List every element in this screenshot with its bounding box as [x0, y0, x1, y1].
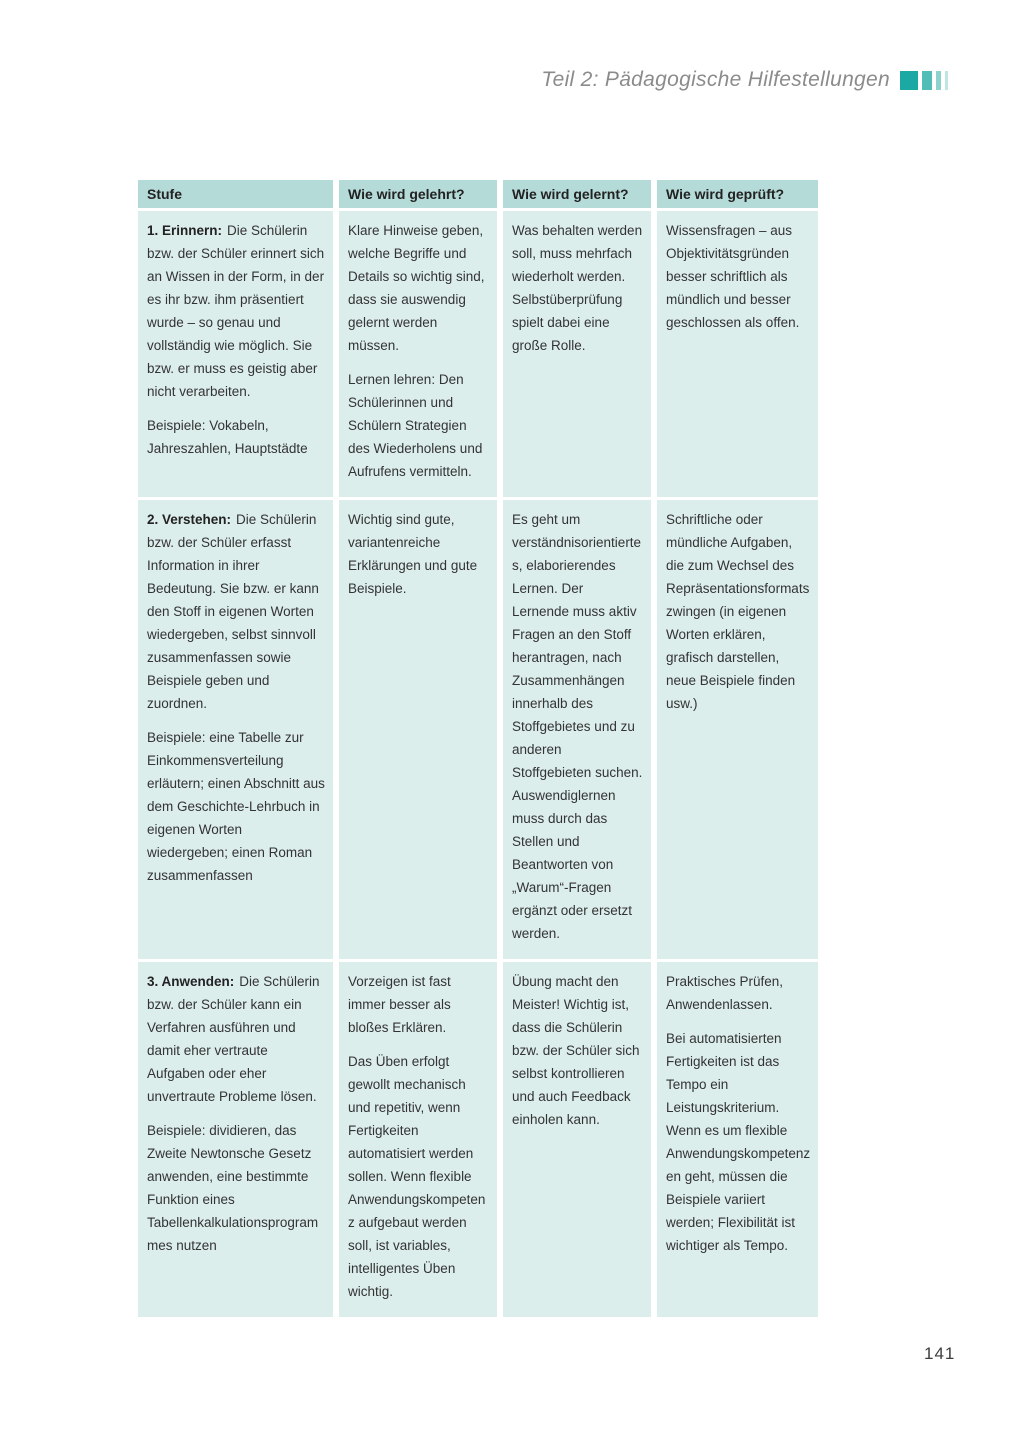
paragraph: Vorzeigen ist fast immer besser als bloßes Erklären. — [348, 974, 451, 1035]
running-head — [541, 68, 948, 92]
column-header-stufe: Stufe — [138, 180, 333, 208]
cell-verstehen-gelehrt — [339, 500, 497, 959]
marker-bar-2 — [922, 71, 932, 90]
cell-anwenden-gelernt — [503, 962, 651, 1317]
paragraph — [147, 508, 326, 715]
stage-description: Die Schülerin bzw. der Schüler kann ein Verfahren ausführen und damit eher vertraute Aufgaben oder eher unvertraute Probleme lösen. — [147, 974, 320, 1104]
page-number: 141 — [924, 1344, 956, 1363]
marker-bar-4 — [945, 71, 948, 90]
cell-anwenden-gelehrt — [339, 962, 497, 1317]
stage-description: Die Schülerin bzw. der Schüler erfasst Information in ihrer Bedeutung. Sie bzw. er kann den Stoff in eigenen Worten wiedergeben, selbst sinnvoll zusammenfassen sowie Beispiele geben und zuordnen. — [147, 512, 319, 711]
paragraph — [147, 219, 326, 403]
section-level-marker-icon — [900, 71, 948, 90]
paragraph: Was behalten werden soll, muss mehrfach wiederholt werden. Selbstüberprüfung spielt dabei eine große Rolle. — [512, 223, 643, 353]
paragraph: Es geht um verständnisorientiertes, elaborierendes Lernen. Der Lernende muss aktiv Fragen an den Stoff herantragen, nach Zusammenhängen innerhalb des Stoffgebietes und zu anderen Stoffgebieten suchen. Auswendiglernen muss durch das Stellen und Beantworten von „Warum“-Fragen ergänzt oder ersetzt werden. — [512, 512, 643, 941]
paragraph: Klare Hinweise geben, welche Begriffe und Details so wichtig sind, dass sie auswendig gelernt werden müssen. — [348, 223, 485, 353]
paragraph: Wissensfragen – aus Objektivitätsgründen besser schriftlich als mündlich und besser geschlossen als offen. — [666, 223, 800, 330]
cell-verstehen-geprueft — [657, 500, 818, 959]
cell-erinnern-geprueft — [657, 211, 818, 497]
stage-examples: Beispiele: Vokabeln, Jahreszahlen, Hauptstädte — [147, 418, 308, 456]
running-head-title: Teil 2: Pädagogische Hilfestellungen — [541, 68, 890, 91]
paragraph — [147, 970, 326, 1108]
cell-anwenden-stufe — [138, 962, 333, 1317]
cell-verstehen-gelernt — [503, 500, 651, 959]
learning-stages-table — [138, 180, 818, 1317]
marker-bar-1 — [900, 71, 918, 90]
cell-erinnern-stufe — [138, 211, 333, 497]
cell-erinnern-gelernt — [503, 211, 651, 497]
stage-label: 1. Erinnern: — [147, 223, 223, 238]
paragraph: Bei automatisierten Fertigkeiten ist das Tempo ein Leistungskriterium. Wenn es um flexible Anwendungskompetenzen geht, müssen die Beispiele variiert werden; Flexibilität ist wichtiger als Tempo. — [666, 1031, 811, 1253]
paragraph: Lernen lehren: Den Schülerinnen und Schülern Strategien des Wiederholens und Aufrufens vermitteln. — [348, 372, 483, 479]
cell-verstehen-stufe — [138, 500, 333, 959]
paragraph: Übung macht den Meister! Wichtig ist, dass die Schülerin bzw. der Schüler sich selbst kontrollieren und auch Feedback einholen kann. — [512, 974, 640, 1127]
stage-label: 2. Verstehen: — [147, 512, 232, 527]
column-header-gelernt: Wie wird gelernt? — [503, 180, 651, 208]
cell-anwenden-geprueft — [657, 962, 818, 1317]
stage-examples: Beispiele: dividieren, das Zweite Newtonsche Gesetz anwenden, eine bestimmte Funktion eines Tabellenkalkulationsprogrammes nutzen — [147, 1123, 319, 1253]
column-header-geprueft: Wie wird geprüft? — [657, 180, 818, 208]
stage-examples: Beispiele: eine Tabelle zur Einkommensverteilung erläutern; einen Abschnitt aus dem Geschichte-Lehrbuch in eigenen Worten wiedergeben; einen Roman zusammenfassen — [147, 730, 325, 883]
paragraph: Wichtig sind gute, variantenreiche Erklärungen und gute Beispiele. — [348, 512, 478, 596]
stage-description: Die Schülerin bzw. der Schüler erinnert sich an Wissen in der Form, in der es ihr bzw. ihm präsentiert wurde – so genau und vollständig wie möglich. Sie bzw. er muss es geistig aber nicht verarbeiten. — [147, 223, 325, 399]
marker-bar-3 — [936, 71, 941, 90]
cell-erinnern-gelehrt — [339, 211, 497, 497]
paragraph: Das Üben erfolgt gewollt mechanisch und repetitiv, wenn Fertigkeiten automatisiert werden sollen. Wenn flexible Anwendungskompetenz aufgebaut werden soll, ist variables, intelligentes Üben wichtig. — [348, 1054, 486, 1299]
paragraph: Praktisches Prüfen, Anwendenlassen. — [666, 974, 784, 1012]
stage-label: 3. Anwenden: — [147, 974, 235, 989]
paragraph: Schriftliche oder mündliche Aufgaben, die zum Wechsel des Repräsentationsformats zwingen (in eigenen Worten erklären, grafisch darstellen, neue Beispiele finden usw.) — [666, 512, 810, 711]
column-header-gelehrt: Wie wird gelehrt? — [339, 180, 497, 208]
